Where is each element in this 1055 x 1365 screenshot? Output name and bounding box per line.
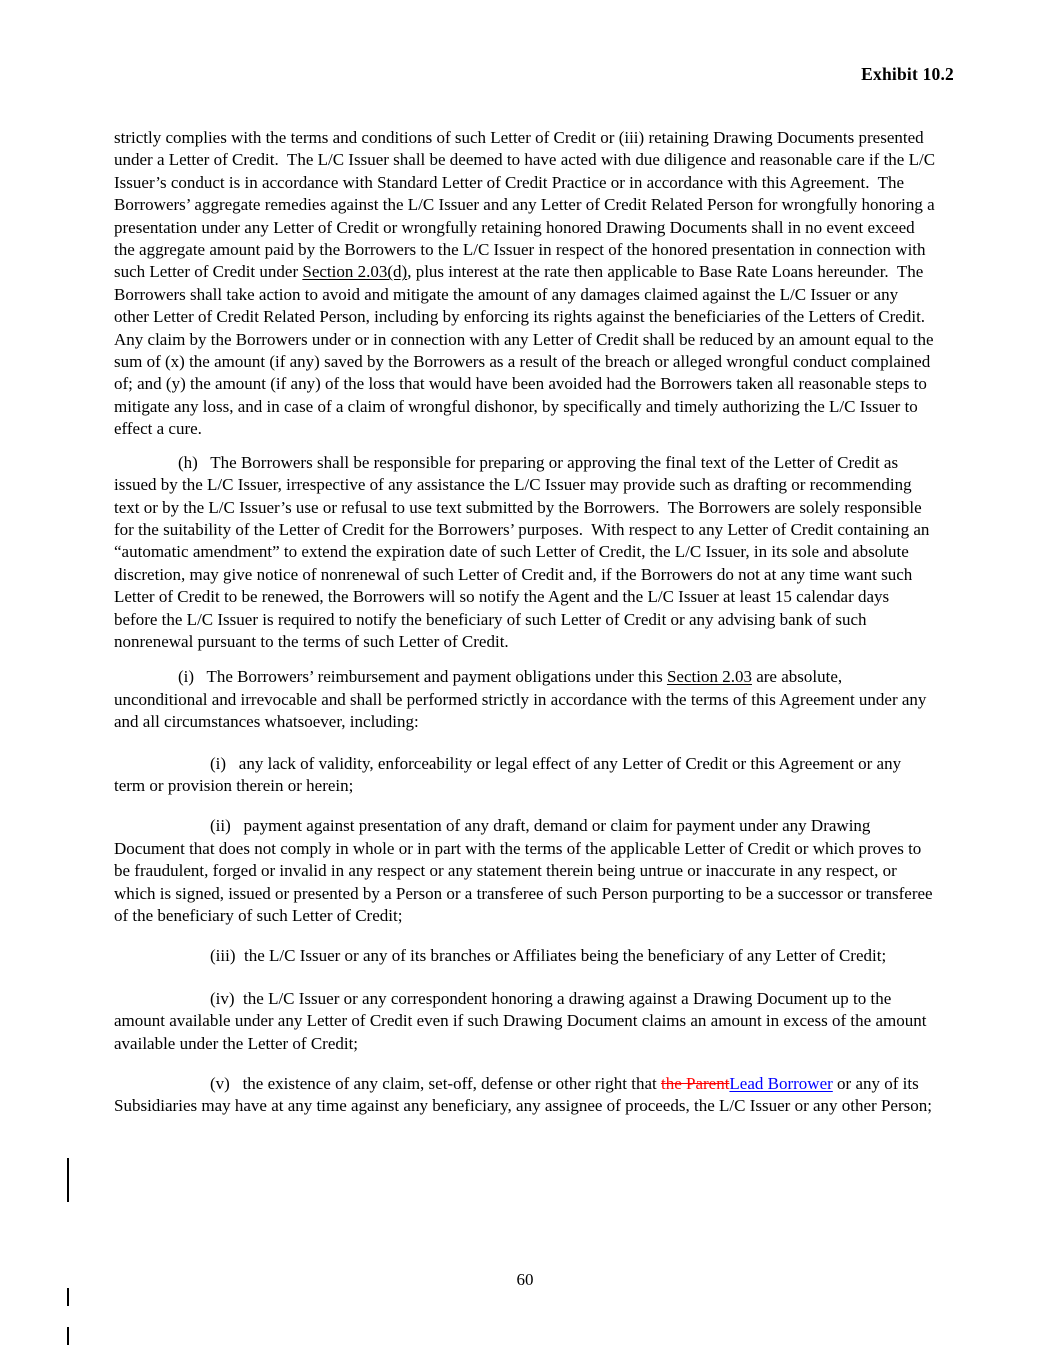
text-segment: (ii) payment against presentation of any draft, demand or claim for payment under any Drawing Document that does not comply in whole or in part with the terms of the applicable Letter of Credit or which proves to be fraudulent, forged or invalid in any respect or any statement therein being untrue or inaccurate in any respect, or which is signed, issued or presented by a Person or a transferee of such Person purporting to be a successor or transferee of the beneficiary of such Letter of Credit; <box>114 816 933 925</box>
change-bar <box>67 1158 69 1202</box>
text-segment: , plus interest at the rate then applicable to Base Rate Loans hereunder. The Borrowers shall take action to avoid and mitigate the amount of any damages claimed against the L/C Issuer or any other Letter of Credit Related Person, including by enforcing its rights against the beneficiaries of the Letters of Credit. Any claim by the Borrowers under or in connection with any Letter of Credit shall be reduced by an amount equal to the sum of (x) the amount (if any) saved by the Borrowers as a result of the breach or alleged wrongful conduct complained of; and (y) the amount (if any) of the loss that would have been avoided had the Borrowers taken all reasonable steps to mitigate any loss, and in case of a claim of wrongful dishonor, by specifically and timely authorizing the L/C Issuer to effect a cure. <box>114 262 934 439</box>
text-segment: or any of its Subsidiaries may have at any time against any beneficiary, any assignee of proceeds, the L/C Issuer or any other Person; <box>114 1074 932 1116</box>
exhibit-label: Exhibit 10.2 <box>861 64 954 84</box>
section-reference: Section 2.03(d) <box>302 262 408 282</box>
text-segment: are absolute, unconditional and irrevocable and shall be performed strictly in accordance with the terms of this Agreement under any and all circumstances whatsoever, including: <box>114 667 927 732</box>
text-segment: (iv) the L/C Issuer or any correspondent honoring a drawing against a Drawing Document up to the amount available under any Letter of Credit even if such Drawing Document claims an amount in excess of the amount available under the Letter of Credit; <box>114 988 927 1053</box>
paragraph-subsection-h <box>114 452 936 654</box>
paragraph-clause-iii <box>114 945 936 967</box>
text-segment: (iii) the L/C Issuer or any of its branches or Affiliates being the beneficiary of any Letter of Credit; <box>210 946 887 966</box>
change-bar <box>67 1327 69 1345</box>
text-segment: (i) The Borrowers’ reimbursement and payment obligations under this <box>178 667 667 687</box>
deleted-text: the Parent <box>660 1074 730 1094</box>
text-segment: (h) The Borrowers shall be responsible for preparing or approving the final text of the Letter of Credit as issued by the L/C Issuer, irrespective of any assistance the L/C Issuer may provide such as drafting or recommending text or by the L/C Issuer’s use or refusal to use text submitted by the Borrowers. The Borrowers are solely responsible for the suitability of the Letter of Credit for the Borrowers’ purposes. With respect to any Letter of Credit containing an “automatic amendment” to extend the expiration date of such Letter of Credit, the L/C Issuer, in its sole and absolute discretion, may give notice of nonrenewal of such Letter of Credit and, if the Borrowers do not at any time want such Letter of Credit to be renewed, the Borrowers will so notify the Agent and the L/C Issuer at least 15 calendar days before the L/C Issuer is required to notify the beneficiary of such Letter of Credit or any advising bank of such nonrenewal pursuant to the terms of such Letter of Credit. <box>114 452 930 651</box>
page-number: 60 <box>516 1270 534 1289</box>
paragraph-clause-iv <box>114 988 936 1055</box>
text-segment: strictly complies with the terms and conditions of such Letter of Credit or (iii) retaining Drawing Documents presented under a Letter of Credit. The L/C Issuer shall be deemed to have acted with due diligence and reasonable care if the L/C Issuer’s conduct is in accordance with Standard Letter of Credit Practice or in accordance with this Agreement. The Borrowers’ aggregate remedies against the L/C Issuer and any Letter of Credit Related Person for wrongfully honoring a presentation under any Letter of Credit or wrongfully retaining honored Drawing Documents shall in no event exceed the aggregate amount paid by the Borrowers to the L/C Issuer in respect of the honored presentation in connection with such Letter of Credit under <box>114 128 936 282</box>
text-segment: (i) any lack of validity, enforceability or legal effect of any Letter of Credit or this Agreement or any term or provision therein or herein; <box>114 753 902 795</box>
paragraph-continuation <box>114 127 936 441</box>
inserted-text: Lead Borrower <box>729 1074 833 1094</box>
paragraph-clause-v <box>114 1073 936 1118</box>
paragraph-clause-ii <box>114 815 936 927</box>
paragraph-clause-i <box>114 753 936 798</box>
paragraph-subsection-i <box>114 666 936 733</box>
document-body <box>114 127 936 1118</box>
section-reference: Section 2.03 <box>666 667 752 687</box>
change-bar <box>67 1288 69 1306</box>
text-segment: (v) the existence of any claim, set-off, defense or other right that <box>210 1074 661 1094</box>
